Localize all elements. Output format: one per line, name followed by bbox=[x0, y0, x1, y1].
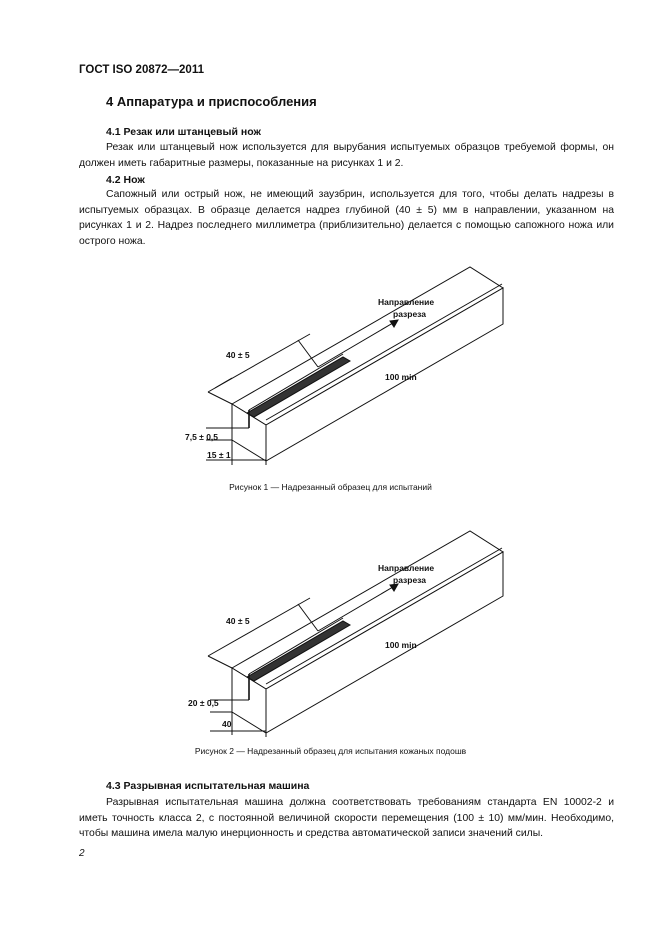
subsection-4-1-text: Резак или штанцевый нож используется для вырубания испытуемых образцов требуемой формы, он должен иметь габаритные размеры, показанные на рисунках 1 и 2. bbox=[79, 142, 614, 169]
fig1-direction-label-1: Направление bbox=[378, 297, 435, 307]
page-number: 2 bbox=[79, 848, 85, 859]
fig2-direction-label-2: разреза bbox=[393, 575, 427, 585]
fig1-dim-length: 100 min bbox=[385, 372, 417, 382]
figure-1-caption: Рисунок 1 — Надрезанный образец для испытаний bbox=[229, 482, 432, 492]
subsection-4-2-text: Сапожный или острый нож, не имеющий заузбрин, используется для того, чтобы делать надрезы в испытуемых образцах. В образце делается надрез глубиной (40 ± 5) мм в направлении, указанном на рисунках 1 и 2. Надрез последнего миллиметра (приблизительно) делается с помощью сапожного ножа или острого ножа. bbox=[79, 189, 614, 247]
section-title: 4 Аппаратура и приспособления bbox=[106, 94, 317, 109]
fig2-dim-depth: 20 ± 0,5 bbox=[188, 698, 219, 708]
fig2-dim-width: 40 bbox=[222, 719, 232, 729]
subsection-4-3-text: Разрывная испытательная машина должна соответствовать требованиям стандарта EN 10002-2 и иметь точность класса 2, с постоянной величиной скорости перемещения (100 ± 10) мм/мин. Необходимо, чтобы машина имела малую инерционность и средства автоматической записи значений силы. bbox=[79, 797, 614, 839]
fig1-dim-width: 15 ± 1 bbox=[207, 450, 231, 460]
subsection-4-1-title: 4.1 Резак или штанцевый нож bbox=[106, 126, 261, 138]
fig1-dim-cut: 40 ± 5 bbox=[226, 350, 250, 360]
fig1-direction-label-2: разреза bbox=[393, 309, 427, 319]
subsection-4-2-title: 4.2 Нож bbox=[106, 174, 145, 186]
fig2-direction-label-1: Направление bbox=[378, 563, 435, 573]
fig2-dim-cut: 40 ± 5 bbox=[226, 616, 250, 626]
standard-header: ГОСТ ISO 20872—2011 bbox=[79, 64, 204, 76]
fig1-dim-depth: 7,5 ± 0,5 bbox=[185, 432, 219, 442]
fig2-dim-length: 100 min bbox=[385, 640, 417, 650]
subsection-4-3-title: 4.3 Разрывная испытательная машина bbox=[106, 780, 310, 792]
figure-2-caption: Рисунок 2 — Надрезанный образец для испытания кожаных подошв bbox=[194, 746, 467, 756]
